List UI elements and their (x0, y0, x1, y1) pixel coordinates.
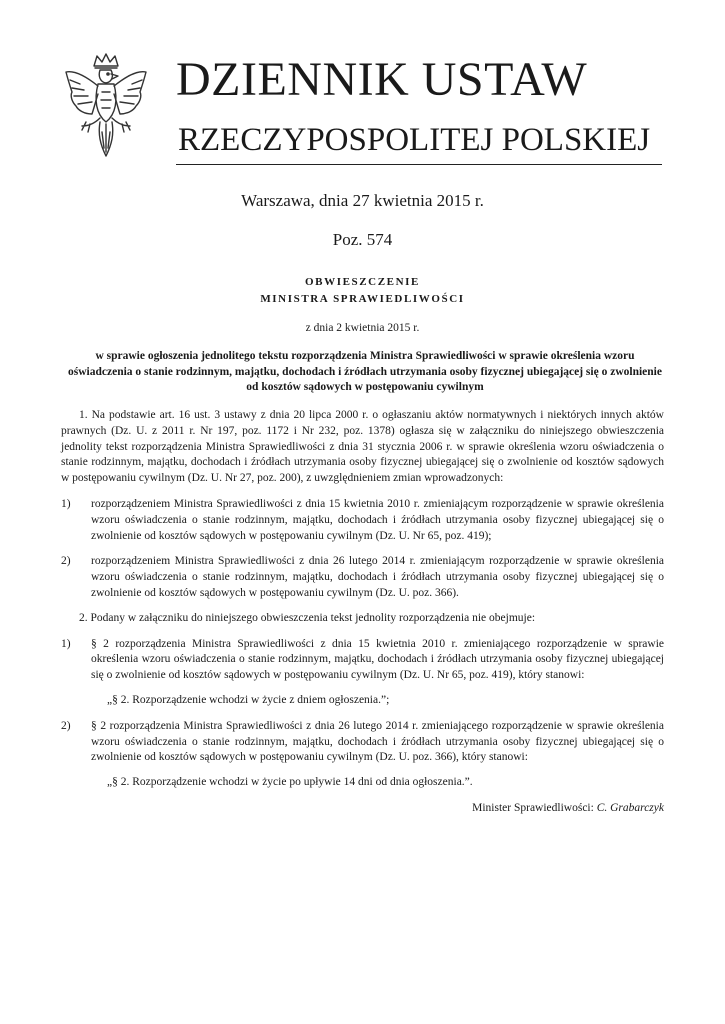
white-eagle-emblem-icon (58, 52, 154, 162)
list-item-number: 2) (61, 719, 71, 732)
list-item (61, 554, 664, 601)
signature-name: C. Grabarczyk (596, 801, 664, 814)
document-body (61, 408, 664, 817)
list-item-text: rozporządzeniem Ministra Sprawiedliwości z dnia 15 kwietnia 2010 r. zmieniającym rozporządzenie w sprawie określenia wzoru oświadczenia o stanie rodzinnym, majątku, dochodach i źródłach utrzymania osoby fizycznej ubiegającej się o zwolnienie od kosztów sądowych w postępowaniu cywilnym (Dz. U. Nr 65, poz. 419); (91, 497, 664, 542)
list-item-number: 1) (61, 637, 71, 650)
list-item-text: § 2 rozporządzenia Ministra Sprawiedliwości z dnia 15 kwietnia 2010 r. zmieniającego rozporządzenie w sprawie określenia wzoru oświadczenia o stanie rodzinnym, majątku, dochodach i źródłach utrzymania osoby fizycznej ubiegającej się o zwolnienie od kosztów sądowych w postępowaniu cywilnym (Dz. U. Nr 65, poz. 419), który stanowi: (91, 637, 664, 682)
list-item-number: 2) (61, 555, 71, 568)
list-item-number: 1) (61, 497, 71, 510)
announcement-type: OBWIESZCZENIE (305, 276, 420, 288)
quoted-provision: „§ 2. Rozporządzenie wchodzi w życie z dniem ogłoszenia.”; (107, 693, 390, 706)
paragraph-1: 1. Na podstawie art. 16 ust. 3 ustawy z dnia 20 lipca 2000 r. o ogłaszaniu aktów normatywnych i niektórych innych aktów prawnych (Dz. U. z 2011 r. Nr 197, poz. 1172 i Nr 232, poz. 1378) ogłasza się w załączniku do niniejszego obwieszczenia jednolity tekst rozporządzenia Ministra Sprawiedliwości z dnia 31 stycznia 2006 r. w sprawie określenia wzoru oświadczenia o stanie rodzinnym, majątku, dochodach i źródłach utrzymania osoby fizycznej ubiegającej się o zwolnienie od kosztów sądowych w postępowaniu cywilnym (Dz. U. Nr 27, poz. 200), z uwzględnieniem zmian wprowadzonych: (61, 409, 664, 485)
header-rule (176, 164, 662, 165)
position-number: Poz. 574 (332, 230, 393, 249)
signature-role: Minister Sprawiedliwości: (472, 801, 597, 814)
quoted-provision: „§ 2. Rozporządzenie wchodzi w życie po upływie 14 dni od dnia ogłoszenia.”. (107, 776, 473, 789)
paragraph-2: 2. Podany w załączniku do niniejszego obwieszczenia tekst jednolity rozporządzenia nie obejmuje: (79, 611, 536, 624)
journal-subtitle: RZECZYPOSPOLITEJ POLSKIEJ (178, 122, 651, 158)
list-item (61, 637, 664, 684)
signature (61, 801, 664, 817)
announcement-issuer: MINISTRA SPRAWIEDLIWOŚCI (260, 293, 465, 305)
list-item-text: § 2 rozporządzenia Ministra Sprawiedliwości z dnia 26 lutego 2014 r. zmieniającego rozporządzenie w sprawie określenia wzoru oświadczenia o stanie rodzinnym, majątku, dochodach i źródłach utrzymania osoby fizycznej ubiegającej się o zwolnienie od kosztów sądowych w postępowaniu cywilnym (Dz. U. poz. 366), który stanowi: (91, 719, 664, 764)
list-item-text: rozporządzeniem Ministra Sprawiedliwości z dnia 26 lutego 2014 r. zmieniającym rozporządzenie w sprawie określenia wzoru oświadczenia o stanie rodzinnym, majątku, dochodach i źródłach utrzymania osoby fizycznej ubiegającej się o zwolnienie od kosztów sądowych w postępowaniu cywilnym (Dz. U. poz. 366). (91, 555, 664, 599)
journal-title: DZIENNIK USTAW (176, 53, 588, 106)
place-date: Warszawa, dnia 27 kwietnia 2015 r. (241, 191, 484, 210)
announcement-subject: w sprawie ogłoszenia jednolitego tekstu rozporządzenia Ministra Sprawiedliwości w sprawie określenia wzoru oświadczenia o stanie rodzinnym, majątku, dochodach i źródłach utrzymania osoby fizycznej ubiegającej się o zwolnienie od kosztów sądowych w postępowaniu cywilnym (68, 350, 662, 393)
list-item (61, 719, 664, 766)
list-item (61, 497, 664, 544)
announcement-date: z dnia 2 kwietnia 2015 r. (305, 322, 420, 334)
